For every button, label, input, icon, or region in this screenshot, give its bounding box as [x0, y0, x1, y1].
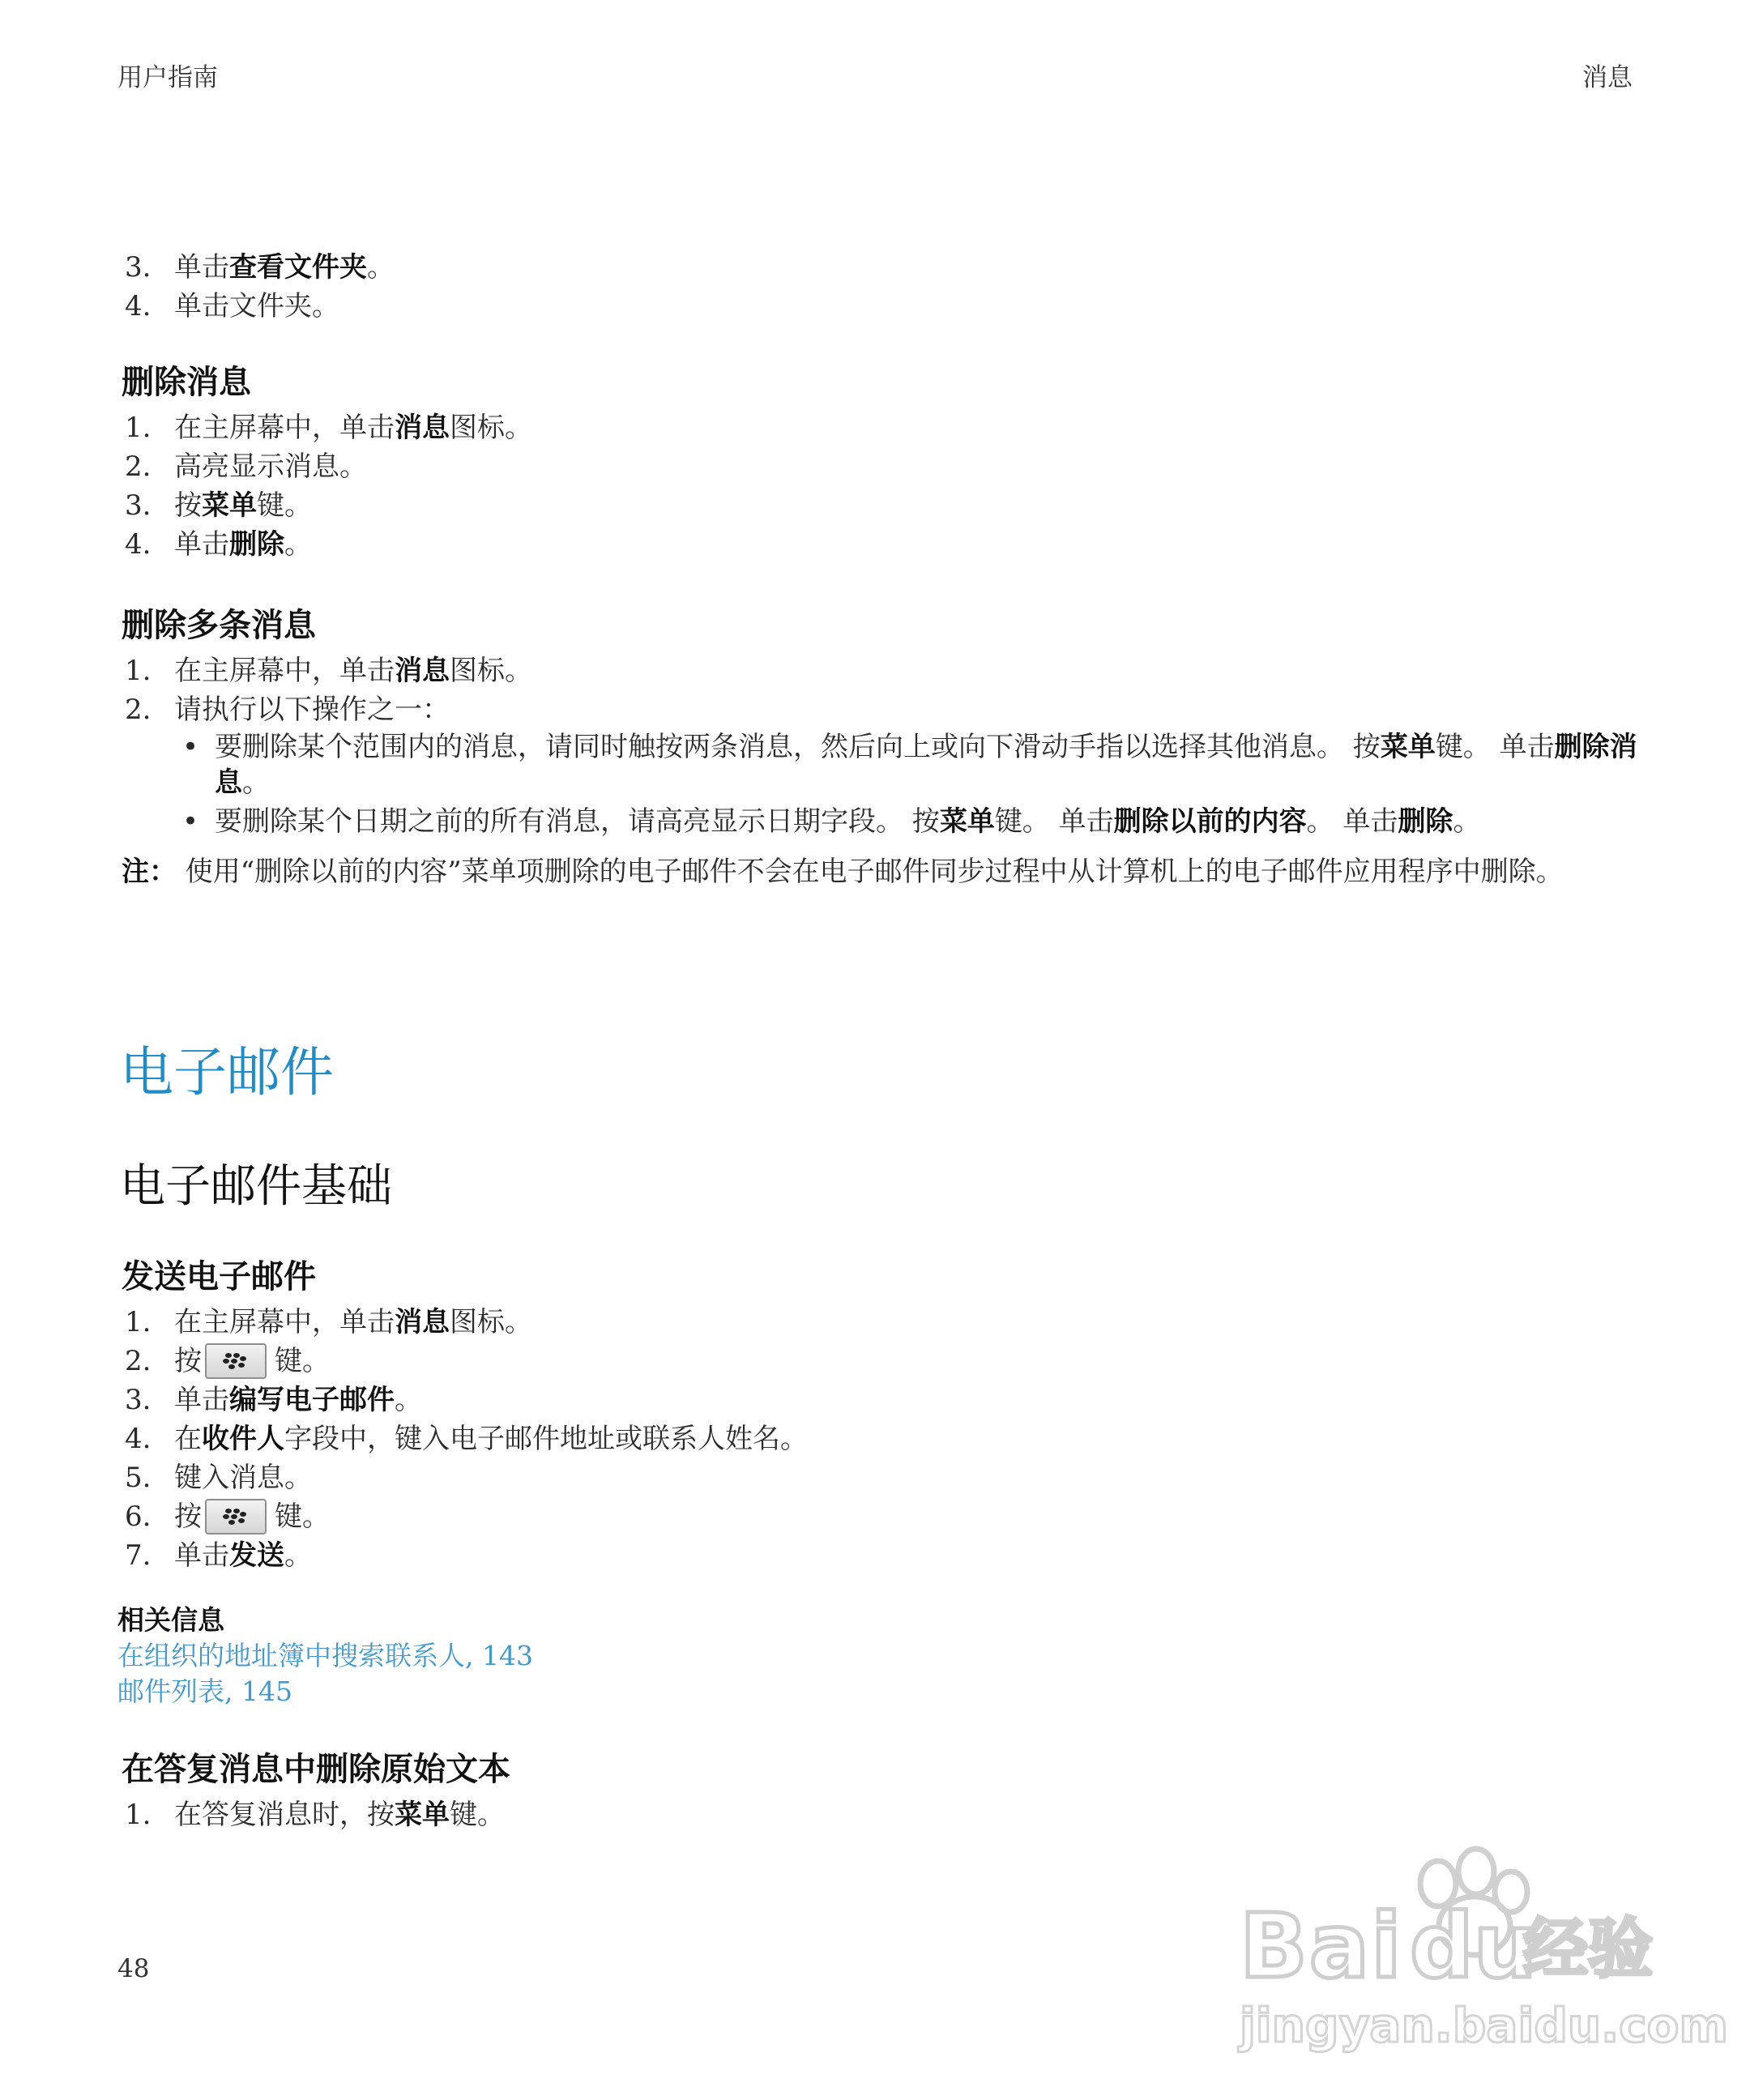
- ui-term: 删除消息: [215, 731, 1637, 799]
- step-item: [122, 486, 1645, 525]
- svg-text:Bai: Bai: [1240, 1894, 1403, 1998]
- ui-term: 收件人: [202, 1423, 284, 1455]
- bullet-list: [122, 729, 1645, 839]
- bullet-item: [215, 729, 1645, 800]
- watermark-url: jingyan.baidu.com: [1240, 1998, 1728, 2053]
- step-text: 键。: [275, 1345, 330, 1377]
- blackberry-menu-key-icon: [205, 1343, 267, 1379]
- related-link-mailing-list[interactable]: 邮件列表, 145: [117, 1675, 292, 1707]
- heading-send-email: 发送电子邮件: [122, 1258, 316, 1295]
- step-text: 。: [284, 528, 312, 561]
- step-text: 。 单击: [1306, 805, 1398, 838]
- steps-view-folder: [122, 243, 1645, 326]
- step-text: 在主屏幕中，单击: [174, 655, 395, 687]
- step-item: [122, 447, 1645, 486]
- step-text: 在主屏幕中，单击: [174, 412, 395, 444]
- section-delete-multiple: [122, 604, 1645, 890]
- ui-term: 发送: [229, 1539, 284, 1572]
- step-item: [122, 525, 1645, 564]
- ui-term: 消息: [395, 412, 450, 444]
- step-list: [122, 651, 1645, 729]
- header-section-title: 消息: [1582, 63, 1633, 92]
- note-label: 注：: [122, 856, 177, 888]
- chapter-title: 电子邮件: [120, 1041, 334, 1103]
- step-number: 1.: [125, 1799, 152, 1831]
- ui-term: 菜单: [939, 805, 995, 838]
- step-item: [122, 1303, 1645, 1342]
- ui-term: 菜单: [395, 1799, 450, 1831]
- step-number: 3.: [125, 251, 152, 284]
- step-item: [122, 1381, 1645, 1419]
- step-text: 字段中，键入电子邮件地址或联系人姓名。: [284, 1423, 808, 1455]
- step-number: 5.: [125, 1462, 152, 1494]
- step-text: 。: [284, 1539, 312, 1572]
- step-item: [122, 287, 1645, 326]
- step-number: 3.: [125, 489, 152, 522]
- step-item: [122, 408, 1645, 447]
- step-number: 4.: [125, 528, 152, 561]
- ui-term: 编写电子邮件: [229, 1384, 395, 1416]
- step-item: [122, 1497, 1645, 1536]
- step-text: 。: [1453, 805, 1481, 838]
- step-text: 要删除某个日期之前的所有消息，请高亮显示日期字段。 按: [215, 805, 940, 838]
- step-number: 4.: [125, 1423, 152, 1455]
- step-list: [122, 1795, 1645, 1834]
- step-text: 单击: [174, 1384, 229, 1416]
- ui-term: 删除以前的内容: [1113, 805, 1307, 838]
- ui-term: 消息: [395, 1306, 450, 1338]
- step-number: 1.: [125, 1306, 152, 1338]
- step-item: [122, 1458, 1645, 1497]
- note-text: 使用“删除以前的内容”菜单项删除的电子邮件不会在电子邮件同步过程中从计算机上的电子邮件应用程序中删除。: [177, 856, 1564, 888]
- ui-term: 菜单: [1380, 731, 1436, 763]
- step-list: [122, 1303, 1645, 1575]
- ui-term: 查看文件夹: [229, 251, 367, 284]
- step-number: 2.: [125, 694, 152, 726]
- step-item: [122, 1419, 1645, 1458]
- step-text: 高亮显示消息。: [174, 450, 367, 483]
- step-text: 。: [242, 766, 270, 799]
- blackberry-menu-key-icon: [205, 1499, 267, 1534]
- bullet-item: [215, 804, 1645, 839]
- section-delete-original-text: [122, 1748, 1645, 1834]
- step-number: 7.: [125, 1539, 152, 1572]
- step-text: 单击: [174, 251, 229, 284]
- ui-term: 删除: [1398, 805, 1453, 838]
- step-number: 4.: [125, 290, 152, 322]
- step-text: 请执行以下操作之一：: [174, 694, 450, 726]
- page-number: 48: [117, 1954, 150, 1983]
- ui-term: 消息: [395, 655, 450, 687]
- step-text: 单击: [174, 1539, 229, 1572]
- step-number: 6.: [125, 1500, 152, 1533]
- step-item: [122, 1795, 1645, 1834]
- step-text: 在答复消息时，按: [174, 1799, 395, 1831]
- step-list: [122, 248, 1645, 326]
- step-text: 键。 单击: [994, 805, 1114, 838]
- step-number: 1.: [125, 412, 152, 444]
- step-text: 。: [395, 1384, 422, 1416]
- step-text: 图标。: [450, 1306, 532, 1338]
- step-text: 。: [367, 251, 395, 284]
- step-text: 键入消息。: [174, 1462, 312, 1494]
- ui-term: 菜单: [202, 489, 257, 522]
- step-text: 在主屏幕中，单击: [174, 1306, 395, 1338]
- step-item: [122, 248, 1645, 287]
- ui-term: 删除: [229, 528, 284, 561]
- step-text: 图标。: [450, 412, 532, 444]
- step-number: 2.: [125, 450, 152, 483]
- step-text: 图标。: [450, 655, 532, 687]
- heading-delete-multiple: 删除多条消息: [122, 607, 316, 644]
- svg-text:经验: 经验: [1523, 1911, 1653, 1987]
- step-list: [122, 408, 1645, 564]
- step-item: [122, 1536, 1645, 1575]
- step-text: 键。 单击: [1435, 731, 1555, 763]
- step-number: 2.: [125, 1345, 152, 1377]
- step-item: [122, 651, 1645, 690]
- step-text: 按: [174, 1345, 202, 1377]
- topic-title: 电子邮件基础: [120, 1160, 392, 1213]
- step-text: 键。: [450, 1799, 505, 1831]
- baidu-jingyan-watermark-icon: [1231, 1835, 1728, 2054]
- step-number: 1.: [125, 655, 152, 687]
- step-item: [122, 690, 1645, 729]
- header-guide-title: 用户指南: [117, 63, 218, 92]
- section-send-email: [122, 1256, 1645, 1575]
- note: [122, 854, 1645, 890]
- heading-delete-message: 删除消息: [122, 364, 251, 401]
- svg-text:du: du: [1410, 1894, 1538, 1998]
- heading-delete-original-text: 在答复消息中删除原始文本: [122, 1751, 510, 1788]
- step-text: 要删除某个范围内的消息，请同时触按两条消息，然后向上或向下滑动手指以选择其他消息。 按: [215, 731, 1381, 763]
- step-number: 3.: [125, 1384, 152, 1416]
- related-info: [117, 1603, 1641, 1709]
- step-text: 在: [174, 1423, 202, 1455]
- step-text: 按: [174, 489, 202, 522]
- step-text: 按: [174, 1500, 202, 1533]
- step-text: 单击文件夹。: [174, 290, 339, 322]
- step-text: 键。: [275, 1500, 330, 1533]
- step-text: 单击: [174, 528, 229, 561]
- related-info-heading: 相关信息: [117, 1604, 224, 1636]
- section-delete-message: [122, 361, 1645, 564]
- step-item: [122, 1342, 1645, 1381]
- step-text: 键。: [257, 489, 312, 522]
- related-link-search-contacts[interactable]: 在组织的地址簿中搜索联系人, 143: [117, 1640, 533, 1671]
